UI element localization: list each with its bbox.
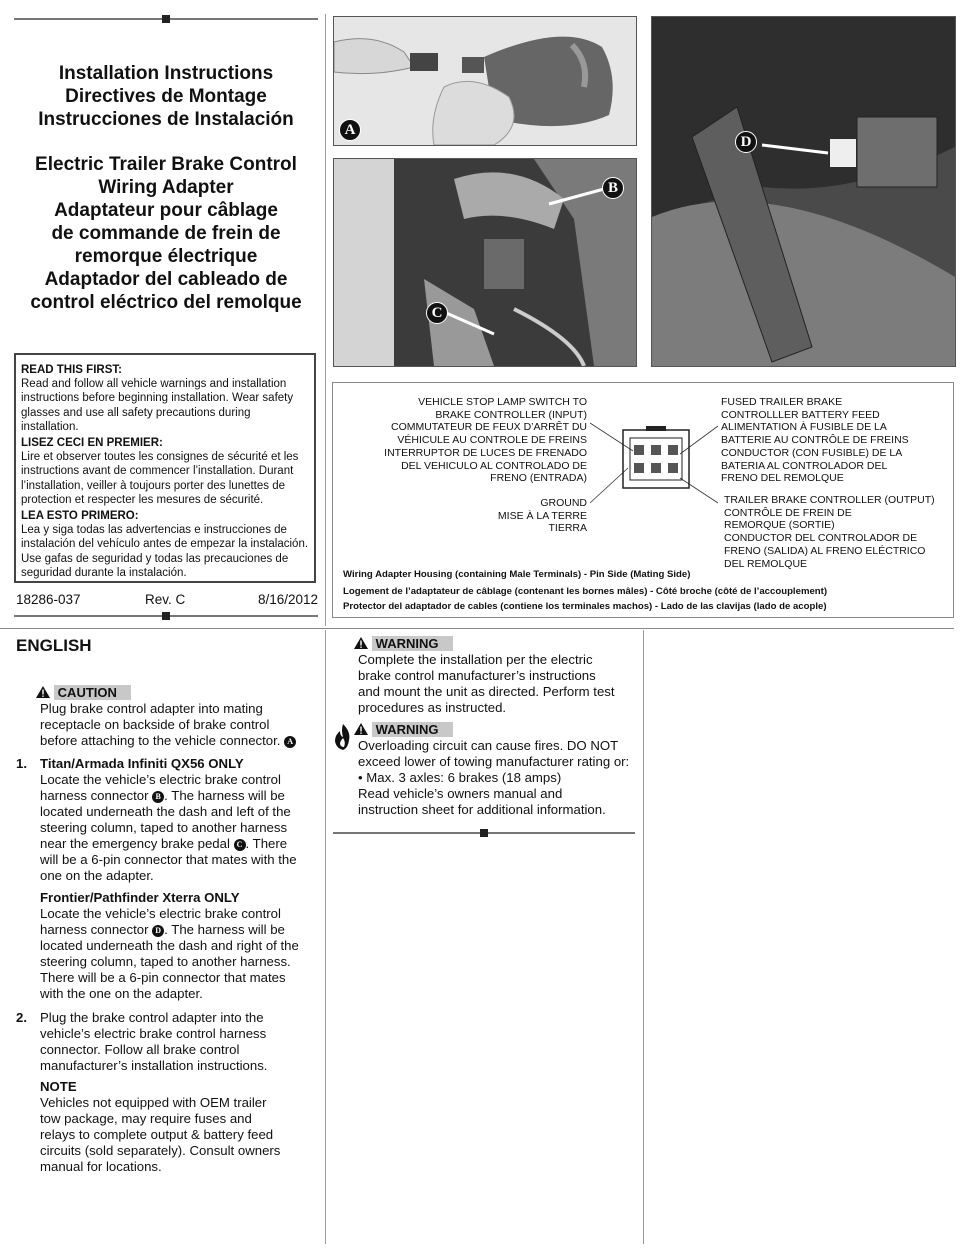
note-line: circuits (sold separately). Consult owners <box>40 1143 281 1158</box>
photo-d-image <box>652 17 955 366</box>
read-first-heading-en: READ THIS FIRST: <box>21 364 122 376</box>
step-2-line: connector. Follow all brake control <box>40 1042 240 1057</box>
frontier-block: Frontier/Pathfinder Xterra ONLY Locate the vehicle’s electric brake control harness connector D . The harness will be located underneath the dash and right of the steering column, taped to another harness. There will be a 6-pin connector that mates with the one on the adapter. <box>40 890 320 1002</box>
read-first-text-es: Lea y siga todas las advertencias e instrucciones de instalación del vehículo antes de empezar la instalación. Use gafas de seguridad y todas las precauciones de seguridad durante la instalación. <box>21 524 309 579</box>
warning-label: WARNING <box>372 722 453 737</box>
title-fr: Directives de Montage <box>65 86 267 107</box>
product-line: Adaptador del cableado de <box>44 269 288 290</box>
output-line: REMORQUE (SORTIE) <box>724 519 835 532</box>
caution-line: before attaching to the vehicle connector. <box>40 733 281 748</box>
product-line: de commande de frein de <box>51 223 281 244</box>
note-line: relays to complete output & battery feed <box>40 1127 274 1142</box>
diagram-caption-fr: Logement de l’adaptateur de câblage (contenant les bornes mâles) - Côté broche (côté de l’accouplement) <box>343 586 828 597</box>
photo-a <box>333 16 637 146</box>
warning-1-line: Complete the installation per the electric <box>358 652 593 667</box>
product-line: Adaptateur pour câblage <box>54 200 278 221</box>
frontier-line: located underneath the dash and right of the <box>40 938 299 953</box>
output-line: FRENO (SALIDA) AL FRENO ELÉCTRICO <box>724 544 926 557</box>
read-first-box <box>14 353 316 583</box>
column-divider <box>643 630 644 1244</box>
warning-1-text <box>358 652 640 716</box>
warning-2-text <box>358 738 640 818</box>
warning-1-header <box>354 636 453 652</box>
step-1-line: steering column, taped to another harness <box>40 820 288 835</box>
step-2-line: manufacturer’s installation instructions. <box>40 1058 268 1073</box>
step-1-line: one on the adapter. <box>40 868 154 883</box>
rule-marker <box>480 829 488 837</box>
battery-feed-line: FRENO DEL REMOLQUE <box>721 472 844 485</box>
photo-label-c: C <box>426 302 448 324</box>
caution-header <box>36 685 131 701</box>
output-label <box>724 494 935 570</box>
step-1-line: located underneath the dash and left of the <box>40 804 291 819</box>
ref-b-icon: B <box>152 791 164 803</box>
stop-lamp-line: VÉHICULE AU CONTROLE DE FREINS <box>397 434 587 447</box>
note-line: tow package, may require fuses and <box>40 1111 252 1126</box>
connector-housing-drawing <box>590 418 720 518</box>
rule-marker <box>162 612 170 620</box>
stop-lamp-line: DEL VEHICULO AL CONTROLADO DE <box>401 459 587 472</box>
step-1-line: will be a 6-pin connector that mates with the <box>40 852 297 867</box>
ground-label <box>440 497 587 535</box>
photo-bc-image <box>334 159 636 366</box>
note-block <box>40 1079 320 1175</box>
caution-line: Plug brake control adapter into mating <box>40 701 263 716</box>
battery-feed-line: BATERIA AL CONTROLADOR DEL <box>721 459 888 472</box>
column-divider <box>325 14 326 626</box>
section-divider <box>0 628 954 629</box>
fire-icon <box>333 722 353 752</box>
date: 8/16/2012 <box>258 592 319 607</box>
battery-feed-line: CONTROLLLER BATTERY FEED <box>721 408 880 421</box>
warning-label: WARNING <box>372 636 453 651</box>
frontier-line: Locate the vehicle’s electric brake control <box>40 906 281 921</box>
stop-lamp-line: COMMUTATEUR DE FEUX D’ARRÊT DU <box>390 421 587 434</box>
warning-1-line: and mount the unit as directed. Perform test <box>358 684 615 699</box>
warning-2-line: Overloading circuit can cause fires. DO NOT <box>358 738 619 753</box>
frontier-line: There will be a 6-pin connector that mates <box>40 970 286 985</box>
step-1-line: The harness will be <box>171 788 285 803</box>
warning-2-header <box>354 722 453 738</box>
read-first-heading-es: LEA ESTO PRIMERO: <box>21 510 139 523</box>
photo-a-image <box>334 17 636 145</box>
title-es: Instrucciones de Instalación <box>38 109 294 130</box>
frontier-line: with the one on the adapter. <box>40 986 203 1001</box>
output-line: CONTRÔLE DE FREIN DE <box>724 506 852 519</box>
battery-feed-line: FUSED TRAILER BRAKE <box>721 396 843 408</box>
warning-2-line: • Max. 3 axles: 6 brakes (18 amps) <box>358 770 562 785</box>
warning-2-line: exceed lower of towing manufacturer rating or: <box>358 754 630 769</box>
english-heading: ENGLISH <box>16 636 92 655</box>
stop-lamp-label <box>340 396 587 485</box>
warning-1-line: brake control manufacturer’s instructions <box>358 668 596 683</box>
step-number: 2. <box>16 1010 27 1025</box>
title-en: Installation Instructions <box>58 63 274 84</box>
product-line: control eléctrico del remolque <box>30 292 302 313</box>
step-2 <box>40 1010 320 1074</box>
battery-feed-label <box>721 396 909 485</box>
note-line: Vehicles not equipped with OEM trailer <box>40 1095 267 1110</box>
diagram-caption-es: Protector del adaptador de cables (contiene los terminales machos) - Lado de las clavijas (lado de acople) <box>343 601 827 612</box>
ground-line: TIERRA <box>548 522 587 535</box>
warning-triangle-icon <box>354 637 368 649</box>
warning-1-line: procedures as instructed. <box>358 700 507 715</box>
battery-feed-line: BATTERIE AU CONTRÔLE DE FREINS <box>721 434 909 447</box>
caution-text <box>40 701 320 749</box>
output-line: DEL REMOLQUE <box>724 557 808 570</box>
stop-lamp-line: BRAKE CONTROLLER (INPUT) <box>435 408 587 421</box>
product-line: remorque électrique <box>74 246 258 267</box>
ref-c-icon: C <box>234 839 246 851</box>
step-1-line: near the emergency brake pedal <box>40 836 230 851</box>
frontier-line: The harness will be <box>171 922 285 937</box>
revision: Rev. C <box>145 592 186 607</box>
stop-lamp-line: FRENO (ENTRADA) <box>490 472 587 485</box>
step-1-line: harness connector <box>40 788 149 803</box>
ref-d-icon: D <box>152 925 164 937</box>
step-1-line: Locate the vehicle’s electric brake control <box>40 772 281 787</box>
title-block <box>14 62 318 314</box>
frontier-line: steering column, taped to another harness. <box>40 954 291 969</box>
stop-lamp-line: VEHICLE STOP LAMP SWITCH TO <box>418 396 587 408</box>
ground-line: GROUND <box>540 497 587 509</box>
ground-line: MISE À LA TERRE <box>497 509 587 522</box>
photo-label-b: B <box>602 177 624 199</box>
product-line: Wiring Adapter <box>98 177 234 198</box>
warning-triangle-icon <box>354 723 368 735</box>
photo-bc <box>333 158 637 367</box>
photo-label-d: D <box>735 131 757 153</box>
read-first-heading-fr: LISEZ CECI EN PREMIER: <box>21 437 163 450</box>
diagram-caption-en: Wiring Adapter Housing (containing Male Terminals) - Pin Side (Mating Side) <box>343 569 691 580</box>
column-divider <box>325 630 326 1244</box>
note-line: manual for locations. <box>40 1159 162 1174</box>
stop-lamp-line: INTERRUPTOR DE LUCES DE FRENADO <box>384 446 587 459</box>
step-2-line: Plug the brake control adapter into the <box>40 1010 264 1025</box>
photo-d <box>651 16 956 367</box>
caution-label: CAUTION <box>54 685 131 700</box>
step-1-title: Titan/Armada Infiniti QX56 ONLY <box>40 756 244 771</box>
warning-2-line: instruction sheet for additional information. <box>358 802 606 817</box>
read-first-text-fr: Lire et observer toutes les consignes de sécurité et les instructions avant de commencer l’installation. Durant l’installation, veiller à toujours porter des lunettes de protection et respecter les mesures de sécurité. <box>21 451 299 506</box>
output-line: TRAILER BRAKE CONTROLLER (OUTPUT) <box>724 494 935 506</box>
warning-2-line: Read vehicle’s owners manual and <box>358 786 563 801</box>
frontier-title: Frontier/Pathfinder Xterra ONLY <box>40 890 240 905</box>
step-1: Titan/Armada Infiniti QX56 ONLY Locate the vehicle’s electric brake control harness connector B . The harness will be located underneath the dash and left of the steering column, taped to another harness near the emergency brake pedal C . There will be a 6-pin connector that mates with the one on the adapter. <box>40 756 320 884</box>
step-1-line: There <box>252 836 288 851</box>
product-line: Electric Trailer Brake Control <box>35 154 297 175</box>
frontier-line: harness connector <box>40 922 149 937</box>
battery-feed-line: ALIMENTATION À FUSIBLE DE LA <box>721 421 887 434</box>
photo-label-a: A <box>339 119 361 141</box>
warning-triangle-icon <box>36 686 50 698</box>
step-2-line: vehicle’s electric brake control harness <box>40 1026 267 1041</box>
rule-marker <box>162 15 170 23</box>
output-line: CONDUCTOR DEL CONTROLADOR DE <box>724 532 918 545</box>
note-title: NOTE <box>40 1079 77 1094</box>
battery-feed-line: CONDUCTOR (CON FUSIBLE) DE LA <box>721 446 903 459</box>
caution-line: receptacle on backside of brake control <box>40 717 270 732</box>
ref-a-icon: A <box>284 736 296 748</box>
part-number: 18286-037 <box>16 592 81 607</box>
step-number: 1. <box>16 756 27 771</box>
read-first-text-en: Read and follow all vehicle warnings and installation instructions before beginning installation. Wear safety glasses and use all safety precautions during installation. <box>21 378 294 433</box>
